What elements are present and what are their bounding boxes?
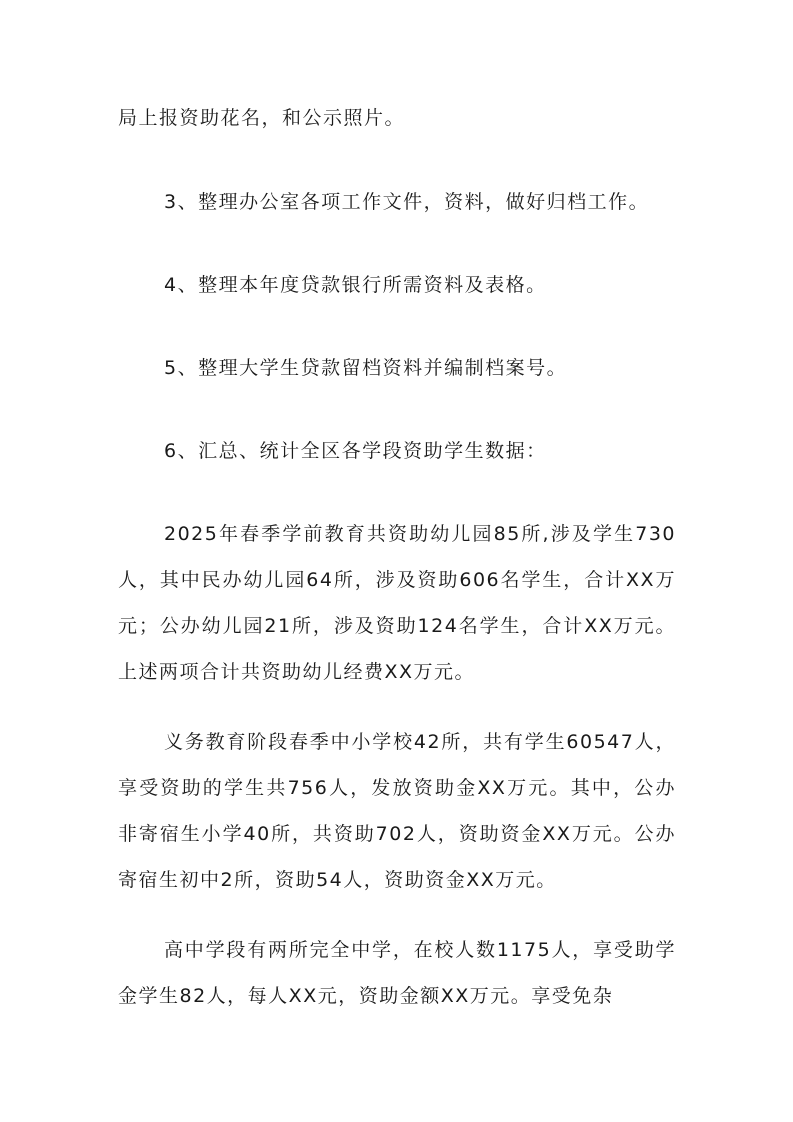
paragraph-continuation: 局上报资助花名，和公示照片。 [118,107,406,129]
paragraph-item-6: 6、汇总、统计全区各学段资助学生数据： [164,440,547,462]
paragraph-preschool-stats: 2025年春季学前教育共资助幼儿园85所,涉及学生730人，其中民办幼儿园64所，涉及资助606名学生，合计XX万元；公办幼儿园21所，涉及资助124名学生，合计XX万元。上述两项合计共资助幼儿经费XX万元。 [118,523,676,683]
paragraph-item-4: 4、整理本年度贷款银行所需资料及表格。 [164,274,547,296]
paragraph-item-3: 3、整理办公室各项工作文件，资料，做好归档工作。 [164,191,650,213]
paragraph-compulsory-stats: 义务教育阶段春季中小学校42所，共有学生60547人，享受资助的学生共756人，发放资助金XX万元。其中，公办非寄宿生小学40所，共资助702人，资助资金XX万元。公办寄宿生初中2所，资助54人，资助资金XX万元。 [118,731,676,891]
paragraph-item-5: 5、整理大学生贷款留档资料并编制档案号。 [164,357,568,379]
paragraph-highschool-stats: 高中学段有两所完全中学，在校人数1175人，享受助学金学生82人，每人XX元，资助金额XX万元。享受免杂 [118,939,676,1007]
